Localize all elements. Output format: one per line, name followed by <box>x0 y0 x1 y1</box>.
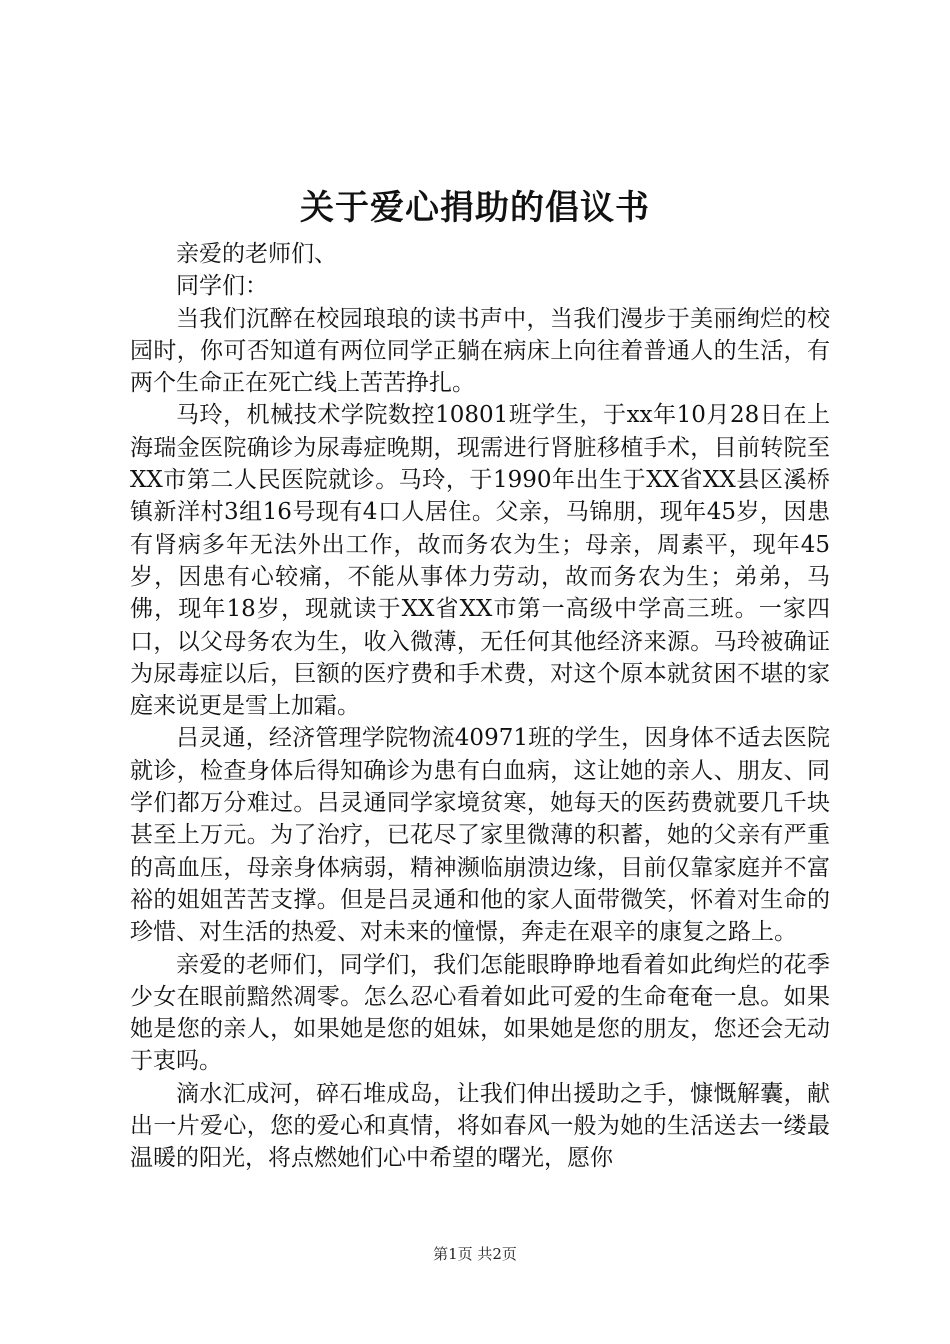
page-footer: 第1页 共2页 <box>433 1245 517 1263</box>
salutation-line-2: 同学们： <box>176 273 268 300</box>
paragraph-lv-lingtong: 吕灵通，经济管理学院物流40971班的学生，因身体不适去医院就诊，检查身体后得知确诊为患有白血病，这让她的亲人、朋友、同学们都万分难过。吕灵通同学家境贫寒，她每天的医药费就要几千块甚至上万元。为了治疗，已花尽了家里微薄的积蓄，她的父亲有严重的高血压，母亲身体病弱，精神濒临崩溃边缘，目前仅靠家庭并不富裕的姐姐苦苦支撑。但是吕灵通和他的家人面带微笑，怀着对生命的珍惜、对生活的热爱、对未来的憧憬，奔走在艰辛的康复之路上。 <box>130 725 830 946</box>
paragraph-intro: 当我们沉醉在校园琅琅的读书声中，当我们漫步于美丽绚烂的校园时，你可否知道有两位同学正躺在病床上向往着普通人的生活，有两个生命正在死亡线上苦苦挣扎。 <box>130 305 830 397</box>
document-body <box>130 238 830 1175</box>
salutation-line-1: 亲爱的老师们、 <box>176 241 337 267</box>
paragraph-call-to-action: 滴水汇成河，碎石堆成岛，让我们伸出援助之手，慷慨解囊，献出一片爱心，您的爱心和真情，将如春风一般为她的生活送去一缕最温暖的阳光，将点燃她们心中希望的曙光，愿你 <box>130 1080 830 1172</box>
document-title: 关于爱心捐助的倡议书 <box>300 188 650 228</box>
paragraph-ma-ling: 马玲，机械技术学院数控10801班学生，于xx年10月28日在上海瑞金医院确诊为尿毒症晚期，现需进行肾脏移植手术，目前转院至XX市第二人民医院就诊。马玲，于1990年出生于XX省XX县区溪桥镇新洋村3组16号现有4口人居住。父亲，马锦朋，现年45岁，因患有肾病多年无法外出工作，故而务农为生；母亲，周素平，现年45岁，因患有心较痛，不能从事体力劳动，故而务农为生；弟弟，马佛，现年18岁，现就读于XX省XX市第一高级中学高三班。一家四口，以父母务农为生，收入微薄，无任何其他经济来源。马玲被确证为尿毒症以后，巨额的医疗费和手术费，对这个原本就贫困不堪的家庭来说更是雪上加霜。 <box>130 402 830 720</box>
paragraph-appeal: 亲爱的老师们，同学们，我们怎能眼睁睁地看着如此绚烂的花季少女在眼前黯然凋零。怎么忍心看着如此可爱的生命奄奄一息。如果她是您的亲人，如果她是您的姐妹，如果她是您的朋友，您还会无动于衷吗。 <box>130 951 830 1075</box>
